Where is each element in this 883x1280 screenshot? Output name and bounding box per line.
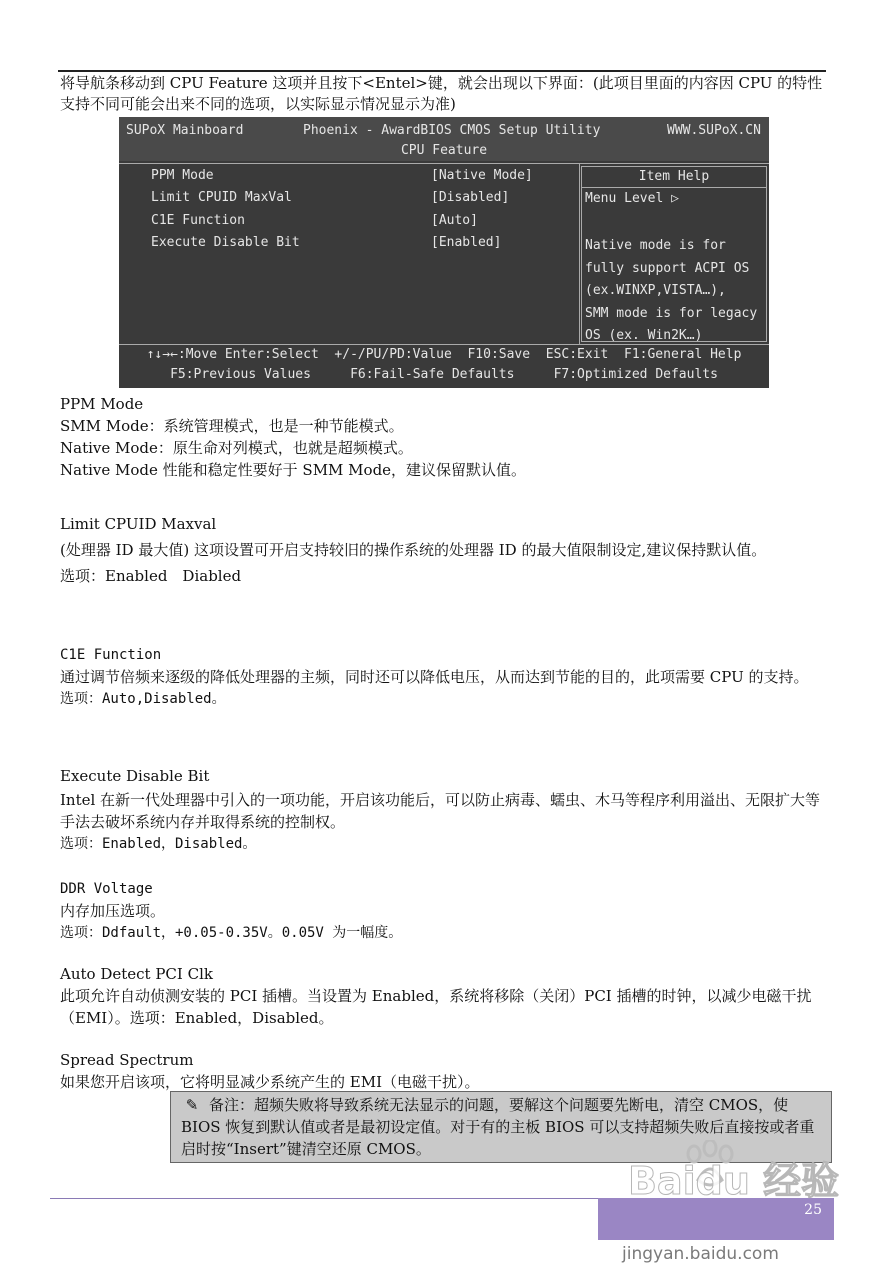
bios-utility-title: Phoenix - AwardBIOS CMOS Setup Utility bbox=[303, 123, 601, 138]
bios-screen-title: CPU Feature bbox=[400, 143, 488, 158]
section-title: Auto Detect PCI Clk bbox=[60, 965, 213, 983]
bios-item-name: C1E Function bbox=[151, 213, 245, 228]
bios-item-value[interactable]: [Enabled] bbox=[431, 235, 502, 250]
section-title: C1E Function bbox=[60, 647, 162, 663]
bios-item-name: Limit CPUID MaxVal bbox=[151, 190, 292, 205]
bios-body bbox=[119, 163, 769, 345]
section-title: PPM Mode bbox=[60, 395, 144, 413]
bios-site: WWW.SUPoX.CN bbox=[667, 123, 761, 138]
section-spread-spectrum bbox=[60, 1049, 830, 1093]
section-title: Spread Spectrum bbox=[60, 1051, 194, 1069]
section-auto-detect-pci bbox=[60, 963, 830, 1029]
watermark-logo: Baidu 经验 bbox=[628, 1159, 840, 1203]
bios-item-value[interactable]: [Native Mode] bbox=[431, 168, 533, 183]
section-desc: 此项允许自动侦测安装的 PCI 插槽。当设置为 Enabled，系统将移除（关闭）PCI 插槽的时钟，以减少电磁干扰（EMI）。选项：Enabled，Disabled。 bbox=[60, 987, 812, 1027]
item-help-title: Item Help bbox=[582, 167, 766, 188]
section-desc: (处理器 ID 最大值) 这项设置可开启支持较旧的操作系统的处理器 ID 的最大值限制设定,建议保持默认值。 bbox=[60, 541, 767, 559]
bios-key-legend-1: ↑↓→←:Move Enter:Select +/-/PU/PD:Value F10:Save ESC:Exit F1:General Help bbox=[146, 347, 742, 362]
section-options: 选项：Auto,Disabled。 bbox=[60, 691, 226, 707]
bios-item-value[interactable]: [Auto] bbox=[431, 213, 478, 228]
bios-item-value[interactable]: [Disabled] bbox=[431, 190, 510, 205]
help-line: SMM mode is for legacy bbox=[585, 305, 758, 321]
menu-level bbox=[585, 191, 679, 206]
section-ddr-voltage bbox=[60, 878, 830, 944]
bios-screenshot bbox=[119, 117, 769, 388]
section-c1e-function bbox=[60, 644, 830, 710]
menu-level-label: Menu Level bbox=[585, 191, 664, 206]
section-ppm-mode bbox=[60, 393, 830, 481]
section-desc: 如果您开启该项，它将明显减少系统产生的 EMI（电磁干扰）。 bbox=[60, 1073, 480, 1091]
section-desc: 通过调节倍频来逐级的降低处理器的主频，同时还可以降低电压，从而达到节能的目的，此项需要 CPU 的支持。 bbox=[60, 668, 809, 686]
section-title: Limit CPUID Maxval bbox=[60, 515, 217, 533]
note-text: 备注：超频失败将导致系统无法显示的问题，要解这个问题要先断电，清空 CMOS，使 BIOS 恢复到默认值或者是最初设定值。对于有的主板 BIOS 可以支持超频失败后直接按或者重启时按“Insert”键清空还原 CMOS。 bbox=[181, 1096, 815, 1158]
section-line: SMM Mode：系统管理模式，也是一种节能模式。 bbox=[60, 417, 404, 435]
section-options: 选项：Enabled，Disabled。 bbox=[60, 836, 257, 852]
watermark-url: jingyan.baidu.com bbox=[622, 1244, 779, 1264]
section-title: Execute Disable Bit bbox=[60, 767, 210, 785]
section-limit-cpuid bbox=[60, 513, 830, 587]
page-number: 25 bbox=[804, 1202, 822, 1218]
bios-key-legend-2: F5:Previous Values F6:Fail-Safe Defaults F7:Optimized Defaults bbox=[170, 367, 718, 382]
item-help-panel bbox=[581, 166, 767, 342]
section-line: Native Mode 性能和稳定性要好于 SMM Mode，建议保留默认值。 bbox=[60, 461, 527, 479]
section-line: Native Mode：原生命对列模式，也就是超频模式。 bbox=[60, 439, 413, 457]
section-options: 选项：Enabled Diabled bbox=[60, 567, 242, 585]
section-title: DDR Voltage bbox=[60, 881, 153, 897]
section-desc: 内存加压选项。 bbox=[60, 902, 166, 920]
bios-divider bbox=[579, 164, 580, 344]
top-rule bbox=[58, 70, 826, 72]
section-options: 选项：Ddfault，+0.05-0.35V。0.05V 为一幅度。 bbox=[60, 925, 403, 941]
help-line: Native mode is for bbox=[585, 238, 726, 253]
section-desc: Intel 在新一代处理器中引入的一项功能，开启该功能后，可以防止病毒、蠕虫、木马等程序利用溢出、无限扩大等手法去破坏系统内存并取得系统的控制权。 bbox=[60, 791, 821, 831]
section-execute-disable-bit bbox=[60, 765, 830, 855]
intro-paragraph: 将导航条移动到 CPU Feature 这项并且按下<Entel>键，就会出现以下界面：(此项目里面的内容因 CPU 的特性支持不同可能会出来不同的选项，以实际显示情况显示为准) bbox=[60, 74, 823, 113]
bios-header bbox=[119, 117, 769, 161]
bios-item-name: Execute Disable Bit bbox=[151, 235, 300, 250]
triangle-right-icon: ▷ bbox=[671, 191, 679, 206]
help-text bbox=[585, 235, 757, 348]
help-line: OS (ex. Win2K…) bbox=[585, 328, 703, 343]
help-line: fully support ACPI OS bbox=[585, 260, 750, 276]
bios-brand: SUPoX Mainboard bbox=[126, 123, 244, 138]
bios-item-name: PPM Mode bbox=[151, 168, 214, 183]
help-line: (ex.WINXP,VISTA…), bbox=[585, 283, 726, 298]
pencil-icon: ✎ bbox=[185, 1096, 199, 1114]
